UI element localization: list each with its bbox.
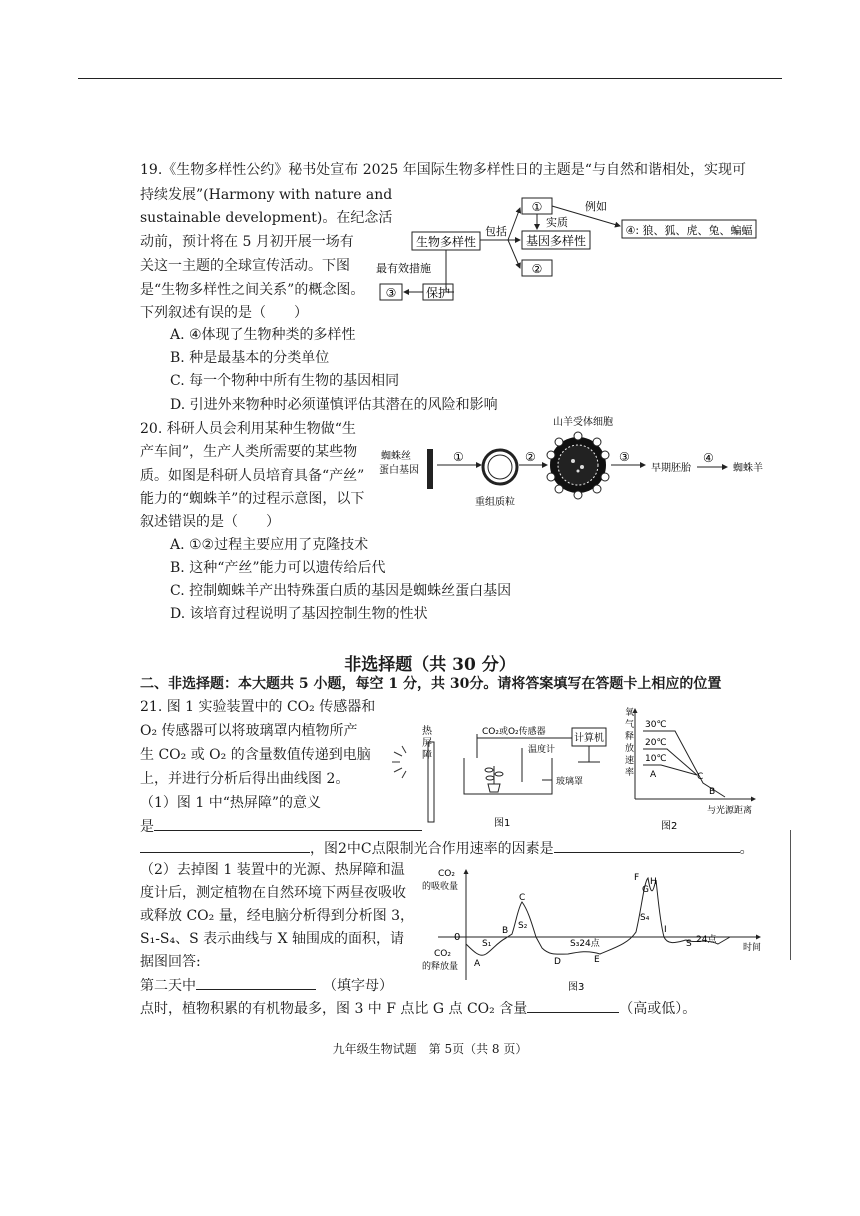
point-d: D xyxy=(554,957,561,967)
q20-option-a: A. ①②过程主要应用了克隆技术 xyxy=(170,537,369,553)
caption-fig3: 图3 xyxy=(568,982,585,993)
y-label-3: 释 xyxy=(625,732,635,742)
q19-option-c: C. 每一个物种中所有生物的基因相同 xyxy=(170,373,400,389)
label-spider-goat: 蜘蛛羊 xyxy=(733,463,763,474)
plant-icon xyxy=(485,766,503,792)
y-label-5: 速 xyxy=(625,756,635,766)
q19-line1: 19.《生物多样性公约》秘书处宣布 2025 年国际生物多样性日的主题是“与自然和谐相处，实现可 xyxy=(140,162,746,178)
y-label-1: 氧 xyxy=(625,708,635,718)
label-sensor: CO₂或O₂传感器 xyxy=(482,727,546,737)
q21-stem-line: 上，并进行分析后得出曲线图 2。 xyxy=(140,771,350,787)
answer-blank[interactable] xyxy=(196,975,316,990)
node-3: ③ xyxy=(385,286,397,300)
light-source-icon xyxy=(392,746,406,778)
node-2: ② xyxy=(531,262,543,276)
q20-stem-line: 产车间”，生产人类所需要的某些物 xyxy=(140,444,358,460)
step-1: ① xyxy=(453,450,464,464)
q21-part2-line: 或释放 CO₂ 量，经电脑分析得到分析图 3， xyxy=(140,908,415,924)
y-label-6: 率 xyxy=(625,768,635,778)
goat-cell-icon xyxy=(547,432,609,499)
q19-option-d: D. 引进外来物种时必须谨慎评估其潜在的风险和影响 xyxy=(170,397,498,413)
q21-stem-line: O₂ 传感器可以将玻璃罩内植物所产 xyxy=(140,723,358,739)
label-include: 包括 xyxy=(485,225,507,238)
q21-part4-hint: （高或低）。 xyxy=(619,1001,697,1017)
q21-part1-cont: ，图2中C点限制光合作用速率的因素是 。 xyxy=(140,838,754,859)
label-computer: 计算机 xyxy=(574,733,604,744)
area-s2: S₂ xyxy=(518,921,528,931)
q21-fill-letter: （填字母） xyxy=(330,978,393,994)
caption-fig2: 图2 xyxy=(661,821,678,832)
step-3: ③ xyxy=(619,450,630,464)
label-embryo: 早期胚胎 xyxy=(651,463,691,474)
figure-1-apparatus xyxy=(382,722,622,832)
q20-option-c: C. 控制蜘蛛羊产出特殊蛋白质的基因是蜘蛛丝蛋白基因 xyxy=(170,583,512,599)
q21-part4-text: 点时，植物积累的有机物最多，图 3 中 F 点比 G 点 CO₂ 含量 xyxy=(140,1001,528,1017)
point-c: C xyxy=(697,772,704,782)
area-s3: S₃24点 xyxy=(570,939,600,949)
q21-part1-is: 是 xyxy=(140,819,154,835)
label-24-oclock: 24点 xyxy=(696,935,717,945)
point-a: A xyxy=(474,959,481,969)
point-b: B xyxy=(709,787,716,797)
point-c: C xyxy=(519,893,526,903)
area-s4: S₄ xyxy=(640,913,650,923)
y-label-2: 气 xyxy=(625,720,635,730)
q20-stem-line: 20. 科研人员会利用某种生物做“生 xyxy=(140,421,356,437)
q21-part2-line: 据图回答: xyxy=(140,954,201,970)
point-b: B xyxy=(502,926,509,936)
gene-segment-icon xyxy=(427,449,433,489)
q19-stem-line: 动前，预计将在 5 月初开展一场有 xyxy=(140,234,354,250)
q21-part1: （1）图 1 中“热屏障”的意义 xyxy=(140,795,322,811)
q21-stem-line: 生 CO₂ 或 O₂ 的含量数值传递到电脑 xyxy=(140,747,371,763)
y-label-4: 放 xyxy=(625,744,635,754)
q21-part1-c: ，图2中C点限制光合作用速率的因素是 xyxy=(310,841,554,857)
q20-stem-line: 叙述错误的是（ ） xyxy=(140,514,280,530)
q20-stem-line: 能力的“蜘蛛羊”的过程示意图，以下 xyxy=(140,491,365,507)
q19-stem-line: 下列叙述有误的是（ ） xyxy=(140,305,308,321)
node-biodiversity: 生物多样性 xyxy=(415,235,477,249)
node-gene-diversity: 基因多样性 xyxy=(525,234,587,248)
node-1: ① xyxy=(531,200,543,214)
figure-3-graph xyxy=(418,862,770,997)
figure-2-graph xyxy=(625,705,760,835)
section-instruction: 二、非选择题：本大题共 5 小题，每空 1 分，共 30分。请将答案填写在答题卡上相应的位置 xyxy=(140,676,722,692)
label-essence: 实质 xyxy=(546,216,568,229)
answer-blank[interactable] xyxy=(140,838,310,853)
label-glass: 玻璃罩 xyxy=(556,777,584,787)
area-s: S xyxy=(686,939,692,949)
q19-stem-line: 持续发展”(Harmony with nature and xyxy=(140,187,393,203)
point-i: I xyxy=(664,925,667,935)
q19-option-a: A. ④体现了生物种类的多样性 xyxy=(170,327,356,343)
y-bottom-label-1: CO₂ xyxy=(434,949,451,959)
step-2: ② xyxy=(525,450,536,464)
y-top-label-1: CO₂ xyxy=(438,869,455,879)
label-shield-1: 热 xyxy=(422,726,432,737)
label-best-measure: 最有效措施 xyxy=(376,262,431,275)
step-4: ④ xyxy=(703,451,714,465)
section-heading: 非选择题（共 30 分） xyxy=(344,655,516,675)
point-h: H xyxy=(650,877,657,887)
q21-part2-line: （2）去掉图 1 装置中的光源、热屏障和温 xyxy=(140,862,405,878)
q19-stem-line: sustainable development)。在纪念活 xyxy=(140,210,393,226)
y-bottom-label-2: 的释放量 xyxy=(422,962,459,972)
point-g: G xyxy=(642,885,649,895)
point-a: A xyxy=(650,770,657,780)
node-protect: 保护 xyxy=(425,286,451,300)
page-footer: 九年级生物试题 第 5页（共 8 页） xyxy=(332,1042,528,1056)
node-4: ④: 狼、狐、虎、兔、蝙蝠 xyxy=(625,224,753,237)
y-top-label-2: 的吸收量 xyxy=(422,882,459,892)
q20-option-b: B. 这种“产丝”能力可以遗传给后代 xyxy=(170,560,386,576)
q21-part3-line xyxy=(140,975,393,996)
label-example: 例如 xyxy=(585,200,607,213)
glass-cover xyxy=(464,758,552,794)
q19-option-b: B. 种是最基本的分类单位 xyxy=(170,350,330,366)
q21-part2-line: S₁-S₄、S 表示曲线与 X 轴围成的面积，请 xyxy=(140,931,405,947)
answer-blank[interactable] xyxy=(554,838,740,853)
x-axis-label: 时间 xyxy=(743,943,762,953)
q21-part1-line xyxy=(140,816,422,837)
caption-fig1: 图1 xyxy=(494,818,511,829)
origin-label: 0 xyxy=(454,932,461,943)
label-20c: 20℃ xyxy=(645,738,667,748)
label-10c: 10℃ xyxy=(645,754,667,764)
label-spider-gene-1: 蜘蛛丝 xyxy=(381,451,411,462)
label-30c: 30℃ xyxy=(645,720,667,730)
q20-option-d: D. 该培育过程说明了基因控制生物的性状 xyxy=(170,606,428,622)
label-shield-2: 屏 xyxy=(422,738,432,749)
spider-goat-process-diagram xyxy=(375,415,775,515)
q21-second-day: 第二天中 xyxy=(140,978,196,994)
q21-part2-line: 度计后，测定植物在自然环境下两昼夜吸收 xyxy=(140,885,406,901)
label-shield-3: 障 xyxy=(422,750,432,761)
q19-stem-line: 是“生物多样性之间关系”的概念图。 xyxy=(140,282,365,298)
point-e: E xyxy=(594,955,600,965)
label-plasmid: 重组质粒 xyxy=(475,497,515,508)
q21-part4-line xyxy=(140,998,696,1019)
q21-stem-line: 21. 图 1 实验装置中的 CO₂ 传感器和 xyxy=(140,699,376,715)
biodiversity-concept-diagram xyxy=(370,190,760,310)
header-rule xyxy=(78,78,782,79)
area-s1: S₁ xyxy=(482,939,492,949)
label-goat-cell: 山羊受体细胞 xyxy=(553,417,613,428)
x-axis-label: 与光源距离 xyxy=(707,806,753,816)
q19-stem-line: 关这一主题的全球宣传活动。下图 xyxy=(140,258,350,274)
answer-blank[interactable] xyxy=(527,998,619,1013)
label-thermometer: 温度计 xyxy=(528,745,556,755)
point-f: F xyxy=(634,873,640,883)
margin-rule xyxy=(790,830,791,960)
q20-stem-line: 质。如图是科研人员培育具备“产丝” xyxy=(140,468,365,484)
label-spider-gene-2: 蛋白基因 xyxy=(379,465,419,476)
